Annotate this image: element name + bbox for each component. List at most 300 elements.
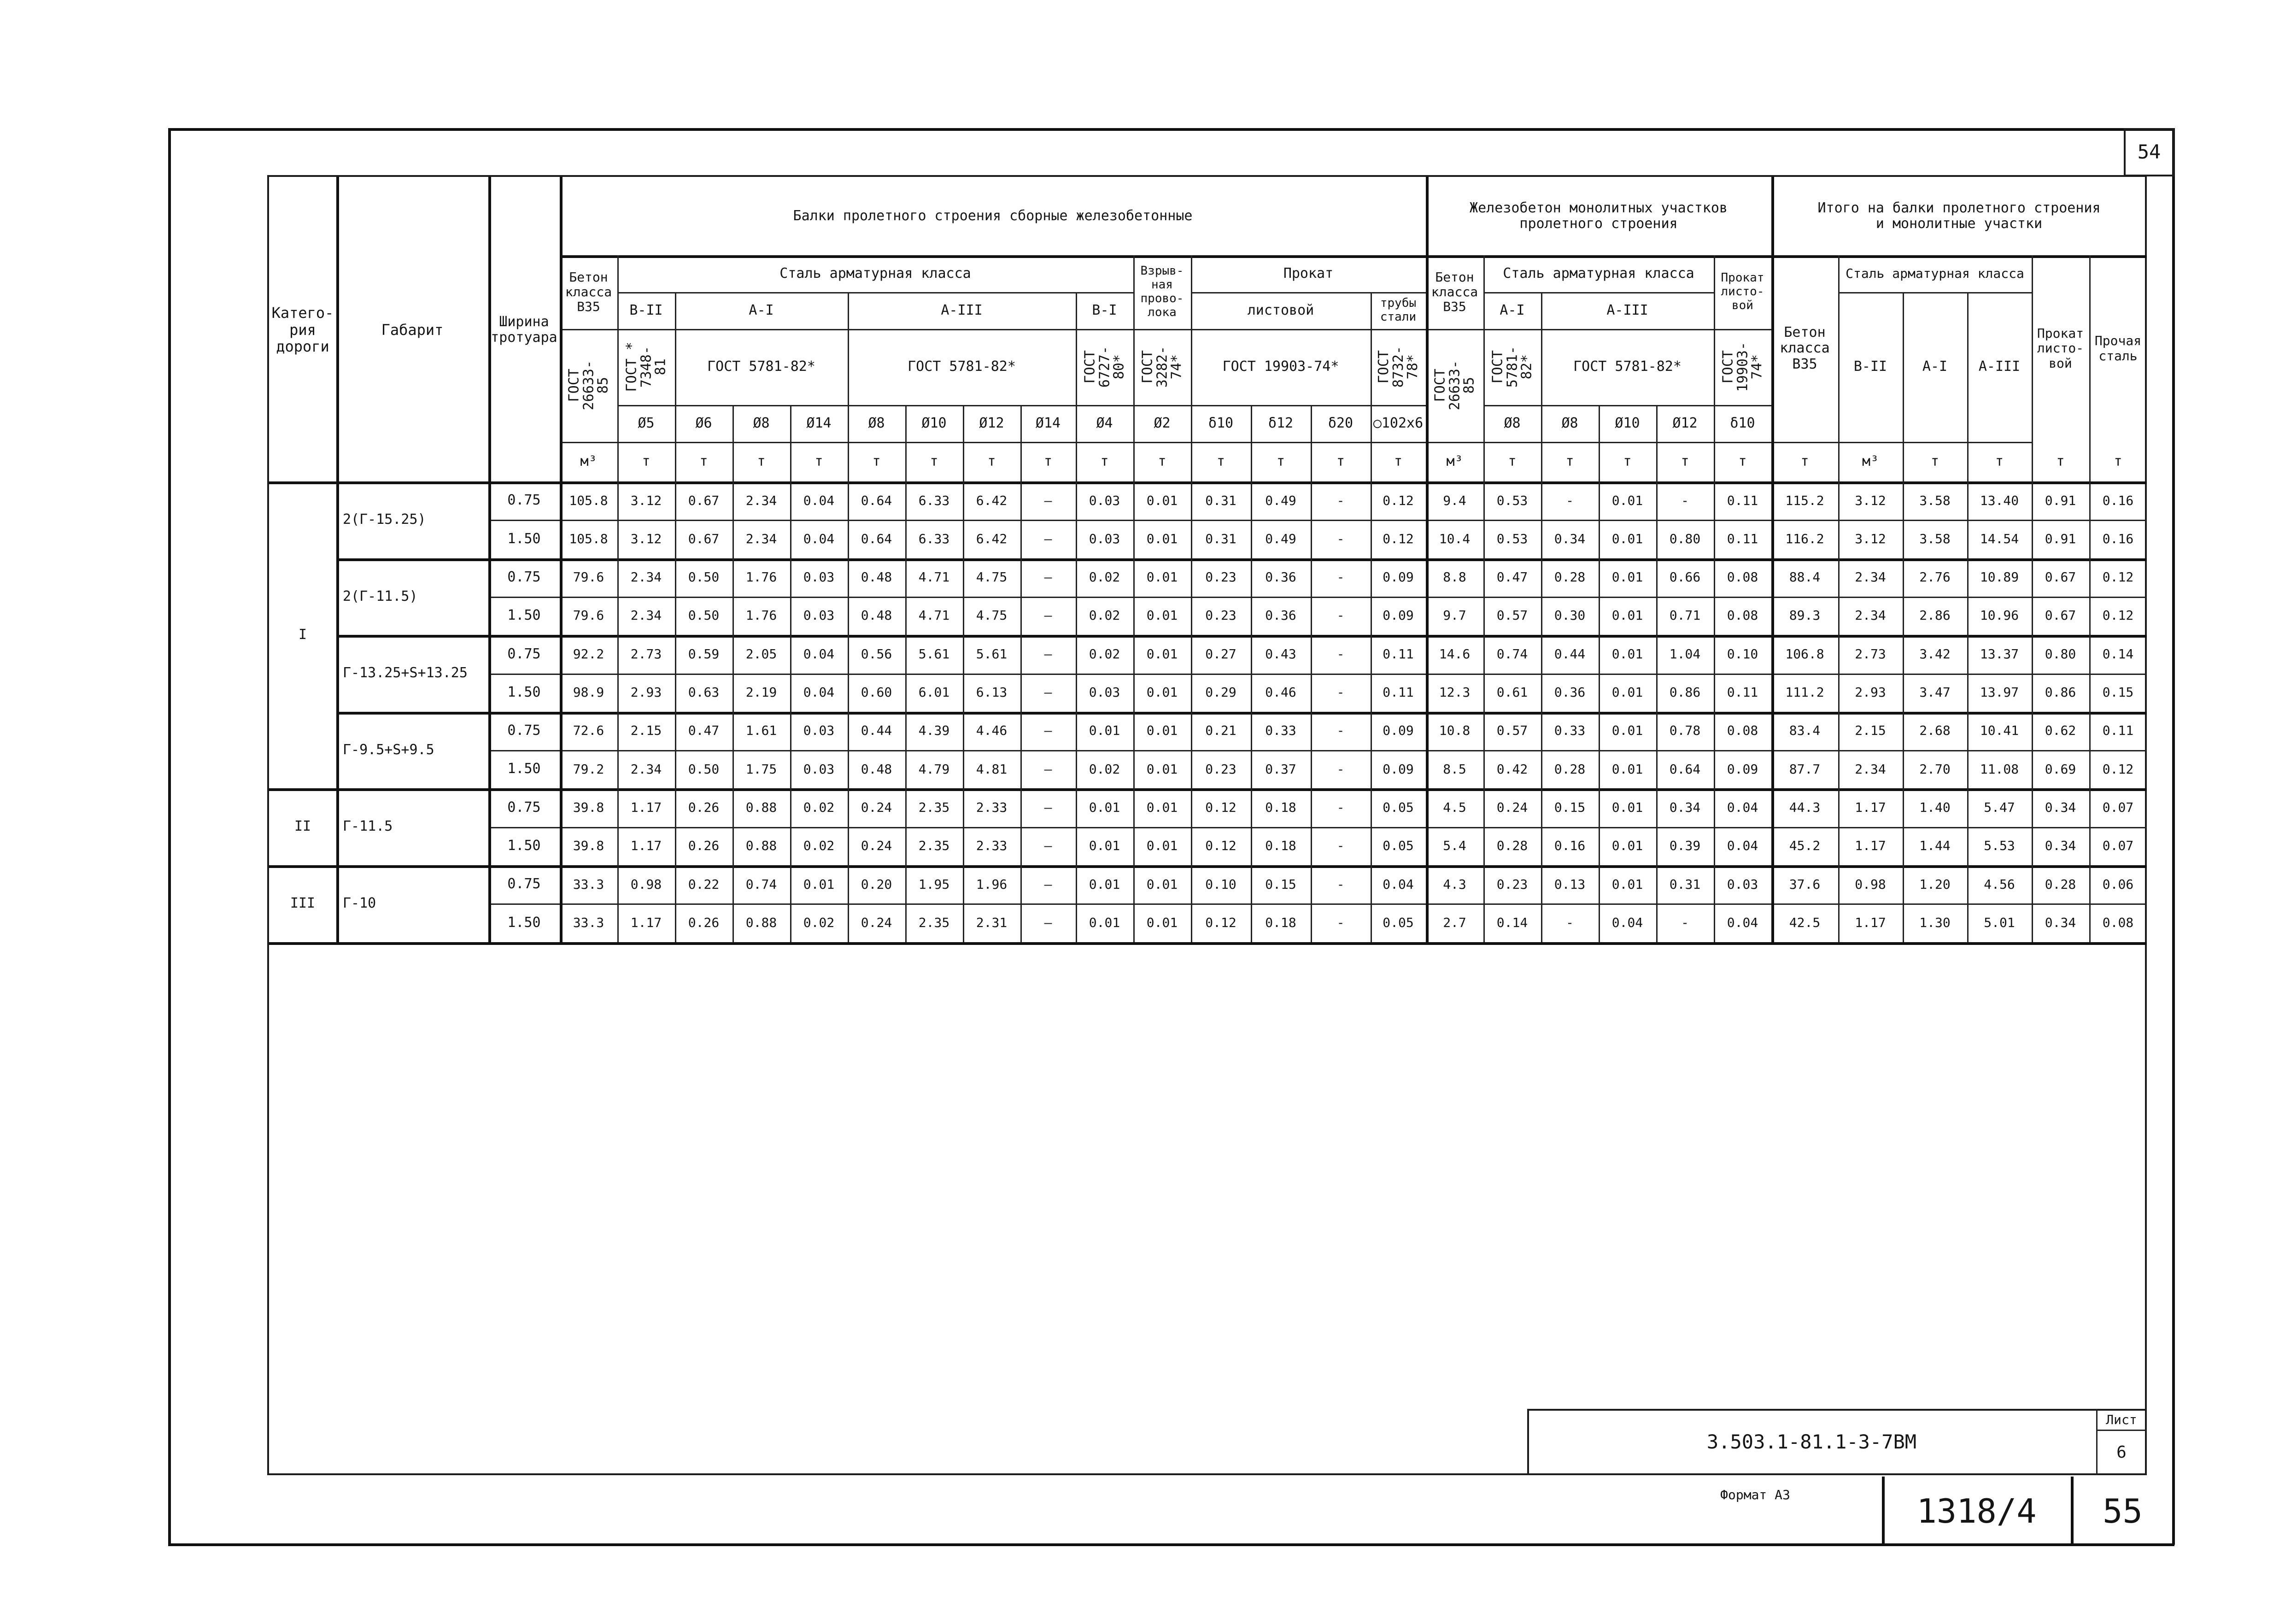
value-cell: – — [1044, 876, 1052, 892]
value-cell: 0.09 — [1383, 608, 1414, 623]
value-cell: - — [1336, 608, 1345, 623]
grid-line-v — [1541, 292, 1542, 942]
value-cell: 5.61 — [918, 646, 950, 662]
header-class-b1: В-I — [1092, 302, 1117, 318]
value-cell: 0.01 — [1611, 876, 1643, 892]
value-cell: 0.36 — [1554, 685, 1586, 700]
value-cell: 105.8 — [569, 531, 608, 546]
value-cell: 2.34 — [745, 531, 777, 546]
value-cell: 11.08 — [1980, 761, 2019, 777]
grid-line-v — [336, 177, 339, 942]
value-cell: 0.18 — [1265, 915, 1296, 930]
grid-line-h — [1771, 442, 2032, 443]
value-cell: 116.2 — [1785, 531, 1824, 546]
unit-cell: т — [1800, 453, 1809, 469]
value-cell: 0.71 — [1669, 608, 1701, 623]
diameter-cell: Ø14 — [1035, 415, 1061, 431]
value-cell: 1.17 — [1855, 799, 1886, 815]
gabarit-cell: Г-10 — [343, 895, 376, 912]
header-monolith-gost-26633: ГОСТ 26633-85 — [1432, 360, 1477, 410]
value-cell: 13.97 — [1980, 685, 2019, 700]
value-cell: 0.01 — [1611, 608, 1643, 623]
header-total-steel: Сталь арматурная класса — [1846, 265, 2024, 281]
grid-line-h — [488, 903, 2147, 905]
value-cell: 0.62 — [2045, 723, 2076, 739]
header-gost-8732: ГОСТ 8732-78* — [1375, 346, 1421, 388]
inventory-number: 1318/4 — [1916, 1491, 2037, 1530]
value-cell: 83.4 — [1789, 723, 1821, 739]
value-cell: 0.59 — [688, 646, 720, 662]
value-cell: 5.61 — [976, 646, 1008, 662]
value-cell: 37.6 — [1789, 876, 1821, 892]
value-cell: 0.05 — [1383, 838, 1414, 854]
value-cell: 0.02 — [1089, 761, 1120, 777]
value-cell: 0.16 — [2102, 531, 2134, 546]
value-cell: – — [1044, 646, 1052, 662]
value-cell: 0.34 — [2045, 799, 2076, 815]
value-cell: 9.4 — [1443, 492, 1466, 508]
value-cell: 0.67 — [688, 531, 720, 546]
value-cell: 0.33 — [1554, 723, 1586, 739]
value-cell: 0.10 — [1727, 646, 1758, 662]
value-cell: - — [1336, 876, 1345, 892]
value-cell: 0.08 — [1727, 569, 1758, 585]
value-cell: 0.12 — [1383, 492, 1414, 508]
value-cell: 13.40 — [1980, 492, 2019, 508]
sidewalk-width-cell: 1.50 — [507, 838, 541, 854]
value-cell: 0.01 — [1089, 723, 1120, 739]
value-cell: 0.11 — [2102, 723, 2134, 739]
grid-line-v — [1967, 292, 1969, 942]
value-cell: 0.24 — [1496, 799, 1528, 815]
value-cell: 4.75 — [976, 608, 1008, 623]
value-cell: - — [1336, 646, 1345, 662]
grid-line-h — [269, 481, 2147, 484]
value-cell: 0.16 — [1554, 838, 1586, 854]
header-beton-class: Бетон класса В35 — [565, 269, 612, 315]
value-cell: - — [1336, 685, 1345, 700]
value-cell: 0.63 — [688, 685, 720, 700]
value-cell: 10.41 — [1980, 723, 2019, 739]
value-cell: 79.6 — [573, 608, 604, 623]
grid-line-v — [1133, 255, 1135, 942]
grid-line-h — [488, 750, 2147, 751]
value-cell: – — [1044, 723, 1052, 739]
value-cell: 0.67 — [688, 492, 720, 508]
value-cell: 0.50 — [688, 761, 720, 777]
value-cell: 1.61 — [745, 723, 777, 739]
diameter-cell: Ø10 — [1615, 415, 1640, 431]
header-listovoy: листовой — [1247, 302, 1314, 318]
value-cell: 12.3 — [1439, 685, 1471, 700]
grid-line-v — [1599, 405, 1600, 942]
sheet-label: Лист — [2106, 1412, 2137, 1427]
grid-line-h — [617, 292, 1133, 293]
header-prokat: Прокат — [1283, 265, 1334, 281]
sidewalk-width-cell: 1.50 — [507, 684, 541, 700]
value-cell: 0.01 — [1089, 876, 1120, 892]
grid-line-v — [963, 405, 964, 942]
value-cell: 0.04 — [1727, 838, 1758, 854]
header-class-a3: А-III — [941, 302, 983, 318]
value-cell: 6.42 — [976, 492, 1008, 508]
header-monolith-gost-19903: ГОСТ 19903-74* — [1720, 342, 1765, 392]
unit-cell: т — [1508, 453, 1517, 469]
value-cell: 0.46 — [1265, 685, 1296, 700]
value-cell: 0.08 — [1727, 608, 1758, 623]
value-cell: 0.33 — [1265, 723, 1296, 739]
grid-line-v — [1714, 255, 1715, 942]
gabarit-cell: Г-9.5+S+9.5 — [343, 741, 434, 758]
value-cell: 39.8 — [573, 838, 604, 854]
grid-line-h — [560, 442, 1771, 443]
diameter-cell: Ø2 — [1154, 415, 1171, 431]
unit-cell: т — [1930, 453, 1939, 469]
value-cell: 4.79 — [918, 761, 950, 777]
value-cell: 1.76 — [745, 569, 777, 585]
value-cell: 42.5 — [1789, 915, 1821, 930]
grid-line-v — [1076, 292, 1077, 942]
value-cell: 14.54 — [1980, 531, 2019, 546]
top-page-number: 54 — [2137, 141, 2161, 164]
value-cell: 89.3 — [1789, 608, 1821, 623]
sidewalk-width-cell: 0.75 — [507, 492, 541, 509]
header-sidewalk: Ширина тротуара — [491, 313, 557, 346]
sidewalk-width-cell: 0.75 — [507, 569, 541, 585]
grid-line-v — [675, 292, 676, 942]
value-cell: 2.35 — [918, 838, 950, 854]
header-gost-7348: ГОСТ * 7348-81 — [623, 342, 669, 392]
value-cell: 0.01 — [1146, 876, 1178, 892]
value-cell: 3.47 — [1919, 685, 1951, 700]
value-cell: 0.64 — [861, 492, 892, 508]
grid-line-v — [732, 405, 734, 942]
grid-line-h — [336, 788, 488, 791]
grid-line-h — [1483, 292, 1714, 293]
value-cell: 0.01 — [1089, 799, 1120, 815]
value-cell: 0.03 — [1089, 685, 1120, 700]
value-cell: 0.21 — [1205, 723, 1236, 739]
unit-cell: т — [930, 453, 938, 469]
value-cell: 39.8 — [573, 799, 604, 815]
value-cell: 0.02 — [1089, 646, 1120, 662]
value-cell: 0.03 — [803, 761, 835, 777]
value-cell: 6.01 — [918, 685, 950, 700]
value-cell: 1.17 — [630, 915, 662, 930]
value-cell: 2.34 — [1855, 569, 1886, 585]
value-cell: – — [1044, 838, 1052, 854]
header-truby: трубы стали — [1380, 296, 1417, 324]
value-cell: 4.71 — [918, 608, 950, 623]
value-cell: 79.2 — [573, 761, 604, 777]
header-monolith-prokat: Прокат листо- вой — [1721, 271, 1764, 312]
grid-line-h — [269, 788, 336, 791]
grid-line-v — [1426, 177, 1429, 942]
header-monolith-a3: А-III — [1606, 302, 1648, 318]
header-total-a1: А-I — [1922, 358, 1948, 375]
value-cell: 0.28 — [1554, 761, 1586, 777]
grid-line-h — [336, 558, 488, 561]
value-cell: 10.8 — [1439, 723, 1471, 739]
grid-line-h — [488, 827, 2147, 828]
value-cell: 10.89 — [1980, 569, 2019, 585]
value-cell: 0.43 — [1265, 646, 1296, 662]
value-cell: – — [1044, 799, 1052, 815]
value-cell: 0.24 — [861, 915, 892, 930]
value-cell: 0.02 — [1089, 569, 1120, 585]
unit-cell: м³ — [1862, 453, 1879, 469]
value-cell: 0.50 — [688, 608, 720, 623]
value-cell: 0.14 — [1496, 915, 1528, 930]
value-cell: 0.80 — [2045, 646, 2076, 662]
value-cell: 0.60 — [861, 685, 892, 700]
value-cell: 8.8 — [1443, 569, 1466, 585]
value-cell: 0.05 — [1383, 915, 1414, 930]
value-cell: 0.01 — [1089, 838, 1120, 854]
value-cell: 0.07 — [2102, 838, 2134, 854]
value-cell: 115.2 — [1785, 492, 1824, 508]
value-cell: 0.01 — [1146, 723, 1178, 739]
value-cell: 1.20 — [1919, 876, 1951, 892]
value-cell: 3.58 — [1919, 531, 1951, 546]
value-cell: 2.73 — [1855, 646, 1886, 662]
value-cell: 0.01 — [1146, 646, 1178, 662]
value-cell: 1.40 — [1919, 799, 1951, 815]
unit-cell: т — [1681, 453, 1689, 469]
value-cell: 0.36 — [1265, 569, 1296, 585]
grid-line-h — [269, 942, 2147, 945]
diameter-cell: Ø5 — [638, 415, 655, 431]
value-cell: 3.42 — [1919, 646, 1951, 662]
value-cell: 72.6 — [573, 723, 604, 739]
value-cell: 45.2 — [1789, 838, 1821, 854]
value-cell: 0.88 — [745, 838, 777, 854]
header-class-b2: В-II — [629, 302, 663, 318]
value-cell: 0.12 — [1205, 799, 1236, 815]
unit-cell: т — [1100, 453, 1109, 469]
value-cell: 0.12 — [2102, 608, 2134, 623]
value-cell: 0.22 — [688, 876, 720, 892]
unit-cell: т — [2056, 453, 2065, 469]
unit-cell: т — [987, 453, 996, 469]
grid-line-v — [2032, 255, 2033, 942]
grid-line-v — [905, 405, 907, 942]
value-cell: 0.88 — [745, 799, 777, 815]
grid-line-v — [790, 405, 791, 942]
value-cell: 0.64 — [861, 531, 892, 546]
value-cell: 0.26 — [688, 799, 720, 815]
value-cell: 0.53 — [1496, 492, 1528, 508]
grid-line-h — [1838, 292, 2032, 293]
header-total-a3: А-III — [1978, 358, 2021, 375]
unit-cell: т — [1276, 453, 1285, 469]
value-cell: 0.01 — [1611, 492, 1643, 508]
value-cell: 0.07 — [2102, 799, 2134, 815]
value-cell: 6.33 — [918, 492, 950, 508]
header-monolith-a1: А-I — [1500, 302, 1525, 318]
value-cell: 0.67 — [2045, 608, 2076, 623]
value-cell: 0.47 — [688, 723, 720, 739]
value-cell: - — [1566, 915, 1574, 930]
gabarit-cell: 2(Г-15.25) — [343, 511, 426, 528]
value-cell: 0.74 — [1496, 646, 1528, 662]
value-cell: 0.44 — [861, 723, 892, 739]
header-monolith-gost-5781: ГОСТ 5781-82* — [1489, 346, 1535, 388]
value-cell: 0.04 — [1383, 876, 1414, 892]
value-cell: 0.48 — [861, 569, 892, 585]
value-cell: 1.04 — [1669, 646, 1701, 662]
value-cell: 0.66 — [1669, 569, 1701, 585]
value-cell: 0.01 — [1146, 915, 1178, 930]
value-cell: 3.12 — [1855, 531, 1886, 546]
value-cell: 0.14 — [2102, 646, 2134, 662]
value-cell: 2.7 — [1443, 915, 1466, 930]
value-cell: 0.15 — [1265, 876, 1296, 892]
value-cell: - — [1336, 915, 1345, 930]
value-cell: 0.10 — [1205, 876, 1236, 892]
value-cell: 0.04 — [803, 531, 835, 546]
grid-line-v — [1771, 177, 1774, 942]
header-gost-26633: ГОСТ 26633-85 — [566, 360, 611, 410]
sidewalk-width-cell: 1.50 — [507, 761, 541, 777]
unit-cell: т — [1738, 453, 1747, 469]
value-cell: 0.04 — [1727, 799, 1758, 815]
value-cell: 0.04 — [1611, 915, 1643, 930]
value-cell: 0.03 — [1089, 531, 1120, 546]
value-cell: 0.86 — [1669, 685, 1701, 700]
value-cell: 0.18 — [1265, 838, 1296, 854]
value-cell: 0.11 — [1727, 685, 1758, 700]
value-cell: 92.2 — [573, 646, 604, 662]
value-cell: 0.23 — [1205, 761, 1236, 777]
header-monolith-steel: Сталь арматурная класса — [1503, 265, 1694, 281]
grid-line-v — [1311, 405, 1312, 942]
value-cell: 13.37 — [1980, 646, 2019, 662]
value-cell: 0.01 — [1611, 799, 1643, 815]
header-other-steel: Прочая сталь — [2094, 333, 2142, 363]
value-cell: 33.3 — [573, 876, 604, 892]
value-cell: 1.44 — [1919, 838, 1951, 854]
header-total-b2: В-II — [1853, 358, 1887, 375]
value-cell: 0.01 — [1146, 761, 1178, 777]
grid-line-h — [488, 558, 2147, 561]
value-cell: 111.2 — [1785, 685, 1824, 700]
value-cell: 0.11 — [1727, 531, 1758, 546]
value-cell: 88.4 — [1789, 569, 1821, 585]
value-cell: 0.80 — [1669, 531, 1701, 546]
value-cell: 0.74 — [745, 876, 777, 892]
value-cell: 0.48 — [861, 608, 892, 623]
value-cell: 2.33 — [976, 838, 1008, 854]
value-cell: 1.30 — [1919, 915, 1951, 930]
value-cell: 0.30 — [1554, 608, 1586, 623]
value-cell: 0.56 — [861, 646, 892, 662]
gabarit-cell: 2(Г-11.5) — [343, 588, 418, 604]
value-cell: 0.01 — [1611, 838, 1643, 854]
value-cell: 105.8 — [569, 492, 608, 508]
value-cell: 0.88 — [745, 915, 777, 930]
grid-line-v — [560, 177, 562, 942]
value-cell: 6.33 — [918, 531, 950, 546]
value-cell: 0.67 — [2045, 569, 2076, 585]
header-class-a1: А-I — [749, 302, 774, 318]
value-cell: - — [1336, 799, 1345, 815]
grid-line-h — [560, 255, 2147, 258]
value-cell: 0.29 — [1205, 685, 1236, 700]
value-cell: 0.01 — [1611, 685, 1643, 700]
diameter-cell: Ø4 — [1096, 415, 1113, 431]
unit-cell: т — [1216, 453, 1225, 469]
value-cell: - — [1336, 492, 1345, 508]
unit-cell: м³ — [580, 453, 597, 469]
value-cell: 0.01 — [1611, 646, 1643, 662]
value-cell: 6.13 — [976, 685, 1008, 700]
value-cell: 0.03 — [803, 608, 835, 623]
sidewalk-width-cell: 1.50 — [507, 914, 541, 931]
value-cell: - — [1681, 915, 1689, 930]
grid-line-h — [488, 712, 2147, 715]
value-cell: 2.05 — [745, 646, 777, 662]
value-cell: 0.69 — [2045, 761, 2076, 777]
value-cell: 0.01 — [1146, 685, 1178, 700]
diameter-cell: ○102x6 — [1373, 415, 1424, 431]
value-cell: 4.56 — [1984, 876, 2015, 892]
value-cell: 0.37 — [1265, 761, 1296, 777]
value-cell: 0.03 — [803, 723, 835, 739]
unit-cell: т — [1336, 453, 1345, 469]
value-cell: 0.34 — [1669, 799, 1701, 815]
value-cell: 14.6 — [1439, 646, 1471, 662]
grid-line-h — [269, 865, 336, 868]
value-cell: 0.91 — [2045, 531, 2076, 546]
value-cell: 2.15 — [630, 723, 662, 739]
header-gost-3282: ГОСТ 3282-74* — [1139, 346, 1185, 388]
grid-line-h — [488, 597, 2147, 598]
grid-line-h — [488, 674, 2147, 675]
value-cell: 0.24 — [861, 838, 892, 854]
value-cell: 3.58 — [1919, 492, 1951, 508]
category-cell: I — [298, 626, 307, 643]
grid-line-h — [1426, 329, 1771, 330]
grid-line-v — [1020, 405, 1022, 942]
value-cell: 1.17 — [1855, 915, 1886, 930]
value-cell: – — [1044, 685, 1052, 700]
value-cell: 0.11 — [1727, 492, 1758, 508]
value-cell: 0.02 — [803, 838, 835, 854]
value-cell: 0.03 — [1727, 876, 1758, 892]
unit-cell: т — [1995, 453, 2004, 469]
value-cell: – — [1044, 761, 1052, 777]
value-cell: 0.09 — [1727, 761, 1758, 777]
grid-line-h — [336, 865, 488, 868]
value-cell: 0.98 — [630, 876, 662, 892]
value-cell: – — [1044, 492, 1052, 508]
value-cell: 2.76 — [1919, 569, 1951, 585]
sheet-number: 6 — [2116, 1442, 2127, 1462]
unit-cell: т — [642, 453, 650, 469]
unit-cell: т — [699, 453, 708, 469]
value-cell: 1.75 — [745, 761, 777, 777]
unit-cell: т — [1394, 453, 1403, 469]
value-cell: 0.50 — [688, 569, 720, 585]
value-cell: 0.09 — [1383, 723, 1414, 739]
category-cell: II — [294, 818, 311, 835]
value-cell: 0.28 — [1554, 569, 1586, 585]
value-cell: 0.23 — [1205, 569, 1236, 585]
grid-line-h — [488, 865, 2147, 868]
value-cell: 0.31 — [1205, 531, 1236, 546]
header-total-prokat: Прокат листо- вой — [2037, 326, 2084, 371]
